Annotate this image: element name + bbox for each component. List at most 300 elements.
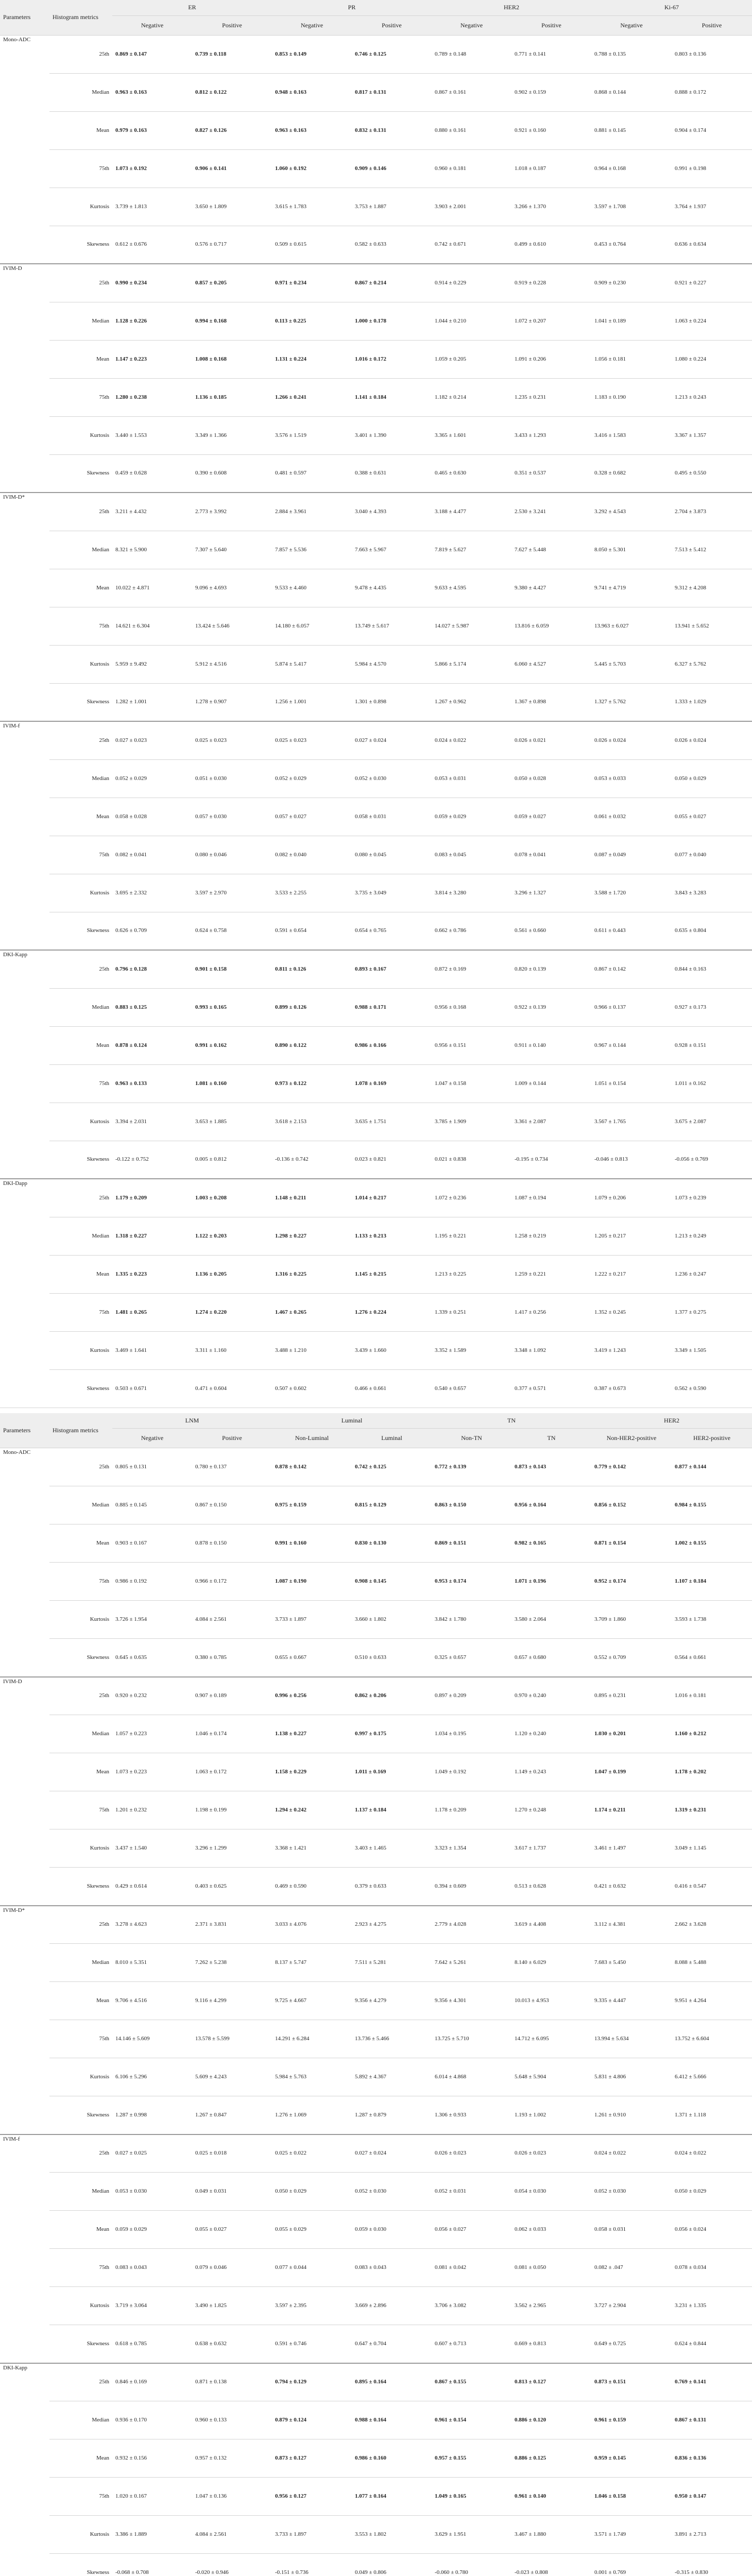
value-cell: 1.002 ± 0.155 (672, 1524, 752, 1563)
value-cell: 0.871 ± 0.154 (591, 1524, 672, 1563)
value-cell: 3.764 ± 1.937 (672, 188, 752, 226)
value-cell: 1.266 ± 0.241 (272, 378, 352, 416)
value-cell: 0.513 ± 0.628 (511, 1868, 591, 1906)
value-cell: 6.106 ± 5.296 (112, 2058, 192, 2096)
value-cell: 3.112 ± 4.381 (591, 1906, 672, 1944)
value-cell: 1.179 ± 0.209 (112, 1179, 192, 1217)
value-cell: 0.056 ± 0.027 (432, 2211, 511, 2249)
table-row (0, 2478, 752, 2516)
value-cell: 8.088 ± 5.488 (672, 1944, 752, 1982)
value-cell: 1.137 ± 0.184 (352, 1791, 432, 1829)
value-cell: 5.866 ± 5.174 (432, 645, 511, 683)
value-cell: 0.655 ± 0.667 (272, 1639, 352, 1677)
value-cell: 0.005 ± 0.812 (192, 1141, 272, 1179)
histogram-metric: 75th (49, 2020, 112, 2058)
value-cell: 0.027 ± 0.023 (112, 721, 192, 759)
table-row (0, 2249, 752, 2287)
table-row (0, 2363, 752, 2401)
value-cell: 3.533 ± 2.255 (272, 874, 352, 912)
value-cell: 1.049 ± 0.192 (432, 1753, 511, 1791)
value-cell: 3.403 ± 1.465 (352, 1829, 432, 1868)
value-cell: 0.803 ± 0.136 (672, 35, 752, 73)
value-cell: 0.053 ± 0.031 (432, 759, 511, 798)
value-cell: 0.403 ± 0.625 (192, 1868, 272, 1906)
value-cell: 0.078 ± 0.034 (672, 2249, 752, 2287)
value-cell: 0.080 ± 0.046 (192, 836, 272, 874)
value-cell: 1.267 ± 0.847 (192, 2096, 272, 2134)
value-cell: 0.612 ± 0.676 (112, 226, 192, 264)
table-row (0, 264, 752, 302)
value-cell: 0.991 ± 0.162 (192, 1026, 272, 1064)
histogram-metric: Skewness (49, 454, 112, 493)
histogram-metric: Skewness (49, 683, 112, 721)
value-cell: 0.649 ± 0.725 (591, 2325, 672, 2363)
value-cell: 13.994 ± 5.634 (591, 2020, 672, 2058)
value-cell: 0.966 ± 0.172 (192, 1563, 272, 1601)
header-histogram-metrics: Histogram metrics (49, 1413, 112, 1448)
header-histogram-metrics: Histogram metrics (49, 0, 112, 35)
value-cell: 0.050 ± 0.028 (511, 759, 591, 798)
value-cell: 2.884 ± 3.961 (272, 493, 352, 531)
table-row (0, 111, 752, 149)
value-cell: 0.077 ± 0.040 (672, 836, 752, 874)
histogram-metric: 25th (49, 493, 112, 531)
histogram-metric: Skewness (49, 2096, 112, 2134)
value-cell: 0.869 ± 0.151 (432, 1524, 511, 1563)
value-cell: 7.819 ± 5.627 (432, 531, 511, 569)
value-cell: 5.984 ± 4.570 (352, 645, 432, 683)
value-cell: 5.874 ± 5.417 (272, 645, 352, 683)
parameter-name: DKI-Kapp (0, 950, 49, 1179)
value-cell: 6.327 ± 5.762 (672, 645, 752, 683)
value-cell: 0.872 ± 0.169 (432, 950, 511, 988)
value-cell: 0.611 ± 0.443 (591, 912, 672, 950)
value-cell: 3.365 ± 1.601 (432, 416, 511, 454)
value-cell: 3.311 ± 1.160 (192, 1331, 272, 1369)
value-cell: 1.041 ± 0.189 (591, 302, 672, 340)
table-row (0, 493, 752, 531)
histogram-metric: Kurtosis (49, 188, 112, 226)
value-cell: 7.307 ± 5.640 (192, 531, 272, 569)
value-cell: 1.183 ± 0.190 (591, 378, 672, 416)
value-cell: 3.461 ± 1.497 (591, 1829, 672, 1868)
value-cell: 0.113 ± 0.225 (272, 302, 352, 340)
value-cell: 3.618 ± 2.153 (272, 1103, 352, 1141)
table-row (0, 1448, 752, 1486)
value-cell: 0.379 ± 0.633 (352, 1868, 432, 1906)
value-cell: 3.650 ± 1.809 (192, 188, 272, 226)
value-cell: 3.188 ± 4.477 (432, 493, 511, 531)
value-cell: 3.615 ± 1.783 (272, 188, 352, 226)
value-cell: 0.856 ± 0.152 (591, 1486, 672, 1524)
value-cell: 1.011 ± 0.162 (672, 1064, 752, 1103)
value-cell: 1.133 ± 0.213 (352, 1217, 432, 1255)
value-cell: 9.335 ± 4.447 (591, 1982, 672, 2020)
parameter-name: Mono-ADC (0, 35, 49, 264)
value-cell: 1.078 ± 0.169 (352, 1064, 432, 1103)
header-group: Luminal (272, 1413, 432, 1429)
value-cell: 1.316 ± 0.225 (272, 1255, 352, 1293)
value-cell: 1.160 ± 0.212 (672, 1715, 752, 1753)
value-cell: 14.712 ± 6.095 (511, 2020, 591, 2058)
value-cell: 8.321 ± 5.900 (112, 531, 192, 569)
value-cell: 1.280 ± 0.238 (112, 378, 192, 416)
value-cell: 3.597 ± 2.970 (192, 874, 272, 912)
value-cell: 0.025 ± 0.023 (192, 721, 272, 759)
histogram-metric: Skewness (49, 1639, 112, 1677)
histogram-metric: Median (49, 759, 112, 798)
value-cell: 10.013 ± 4.953 (511, 1982, 591, 2020)
histogram-metric: Median (49, 302, 112, 340)
value-cell: 0.966 ± 0.137 (591, 988, 672, 1026)
value-cell: 0.082 ± 0.040 (272, 836, 352, 874)
value-cell: 0.051 ± 0.030 (192, 759, 272, 798)
value-cell: 0.052 ± 0.030 (591, 2173, 672, 2211)
value-cell: 1.149 ± 0.243 (511, 1753, 591, 1791)
value-cell: 1.319 ± 0.231 (672, 1791, 752, 1829)
value-cell: 1.198 ± 0.199 (192, 1791, 272, 1829)
value-cell: 14.180 ± 6.057 (272, 607, 352, 645)
value-cell: 0.564 ± 0.661 (672, 1639, 752, 1677)
value-cell: 1.327 ± 5.762 (591, 683, 672, 721)
value-cell: 9.380 ± 4.427 (511, 569, 591, 607)
histogram-metric: 75th (49, 1791, 112, 1829)
value-cell: 2.662 ± 3.628 (672, 1906, 752, 1944)
value-cell: 1.294 ± 0.242 (272, 1791, 352, 1829)
value-cell: 0.867 ± 0.150 (192, 1486, 272, 1524)
value-cell: 2.779 ± 4.028 (432, 1906, 511, 1944)
histogram-metric: 75th (49, 1064, 112, 1103)
value-cell: 0.991 ± 0.160 (272, 1524, 352, 1563)
value-cell: 3.490 ± 1.825 (192, 2287, 272, 2325)
value-cell: 0.562 ± 0.590 (672, 1369, 752, 1408)
value-cell: 1.136 ± 0.185 (192, 378, 272, 416)
value-cell: 3.653 ± 1.885 (192, 1103, 272, 1141)
value-cell: 3.469 ± 1.641 (112, 1331, 192, 1369)
value-cell: 0.883 ± 0.125 (112, 988, 192, 1026)
value-cell: 0.050 ± 0.029 (672, 2173, 752, 2211)
value-cell: 0.657 ± 0.680 (511, 1639, 591, 1677)
value-cell: 7.683 ± 5.450 (591, 1944, 672, 1982)
value-cell: 1.141 ± 0.184 (352, 378, 432, 416)
value-cell: 0.867 ± 0.142 (591, 950, 672, 988)
histogram-metric: 25th (49, 35, 112, 73)
value-cell: 8.137 ± 5.747 (272, 1944, 352, 1982)
table-row (0, 607, 752, 645)
value-cell: 1.276 ± 1.069 (272, 2096, 352, 2134)
value-cell: 1.467 ± 0.265 (272, 1293, 352, 1331)
value-cell: -0.122 ± 0.752 (112, 1141, 192, 1179)
value-cell: -0.023 ± 0.808 (511, 2554, 591, 2576)
value-cell: 0.380 ± 0.785 (192, 1639, 272, 1677)
value-cell: 0.881 ± 0.145 (591, 111, 672, 149)
value-cell: 13.752 ± 6.604 (672, 2020, 752, 2058)
table-row (0, 950, 752, 988)
value-cell: 0.813 ± 0.127 (511, 2363, 591, 2401)
value-cell: 0.878 ± 0.142 (272, 1448, 352, 1486)
value-cell: 7.262 ± 5.238 (192, 1944, 272, 1982)
value-cell: 0.986 ± 0.192 (112, 1563, 192, 1601)
value-cell: 3.040 ± 4.393 (352, 493, 432, 531)
value-cell: 1.063 ± 0.172 (192, 1753, 272, 1791)
value-cell: 0.083 ± 0.043 (112, 2249, 192, 2287)
value-cell: 0.984 ± 0.155 (672, 1486, 752, 1524)
value-cell: 0.880 ± 0.161 (432, 111, 511, 149)
value-cell: 0.932 ± 0.156 (112, 2439, 192, 2478)
histogram-metric: 25th (49, 721, 112, 759)
value-cell: 0.669 ± 0.813 (511, 2325, 591, 2363)
value-cell: 3.323 ± 1.354 (432, 1829, 511, 1868)
value-cell: 0.416 ± 0.547 (672, 1868, 752, 1906)
histogram-metric: Median (49, 2401, 112, 2439)
value-cell: 3.361 ± 2.087 (511, 1103, 591, 1141)
value-cell: 0.024 ± 0.022 (432, 721, 511, 759)
value-cell: 0.973 ± 0.122 (272, 1064, 352, 1103)
value-cell: 0.862 ± 0.206 (352, 1677, 432, 1715)
value-cell: 0.079 ± 0.046 (192, 2249, 272, 2287)
header-subgroup: Luminal (352, 1429, 432, 1448)
table-row (0, 340, 752, 378)
value-cell: 2.773 ± 3.992 (192, 493, 272, 531)
value-cell: 1.205 ± 0.217 (591, 1217, 672, 1255)
value-cell: 0.638 ± 0.632 (192, 2325, 272, 2363)
value-cell: 0.988 ± 0.164 (352, 2401, 432, 2439)
histogram-metric: Median (49, 1715, 112, 1753)
value-cell: 0.055 ± 0.027 (192, 2211, 272, 2249)
value-cell: 0.867 ± 0.214 (352, 264, 432, 302)
value-cell: 0.058 ± 0.031 (591, 2211, 672, 2249)
value-cell: 0.878 ± 0.150 (192, 1524, 272, 1563)
value-cell: 0.027 ± 0.024 (352, 721, 432, 759)
value-cell: 0.867 ± 0.155 (432, 2363, 511, 2401)
table-row (0, 1715, 752, 1753)
value-cell: 0.908 ± 0.145 (352, 1563, 432, 1601)
value-cell: 0.351 ± 0.537 (511, 454, 591, 493)
value-cell: 3.669 ± 2.896 (352, 2287, 432, 2325)
value-cell: 0.844 ± 0.163 (672, 950, 752, 988)
value-cell: 1.120 ± 0.240 (511, 1715, 591, 1753)
value-cell: 1.122 ± 0.203 (192, 1217, 272, 1255)
value-cell: 1.091 ± 0.206 (511, 340, 591, 378)
table-row (0, 1255, 752, 1293)
value-cell: 0.890 ± 0.122 (272, 1026, 352, 1064)
value-cell: 7.513 ± 5.412 (672, 531, 752, 569)
value-cell: 0.963 ± 0.163 (272, 111, 352, 149)
histogram-metric: Mean (49, 2439, 112, 2478)
parameter-name: Mono-ADC (0, 1448, 49, 1677)
value-cell: 1.339 ± 0.251 (432, 1293, 511, 1331)
value-cell: 0.499 ± 0.610 (511, 226, 591, 264)
table-row (0, 378, 752, 416)
value-cell: 1.306 ± 0.933 (432, 2096, 511, 2134)
value-cell: 1.261 ± 0.910 (591, 2096, 672, 2134)
value-cell: 6.412 ± 5.666 (672, 2058, 752, 2096)
value-cell: 1.267 ± 0.962 (432, 683, 511, 721)
value-cell: 0.960 ± 0.133 (192, 2401, 272, 2439)
value-cell: 7.857 ± 5.536 (272, 531, 352, 569)
value-cell: 0.869 ± 0.147 (112, 35, 192, 73)
value-cell: 1.008 ± 0.168 (192, 340, 272, 378)
value-cell: 3.709 ± 1.860 (591, 1601, 672, 1639)
value-cell: 4.084 ± 2.561 (192, 1601, 272, 1639)
value-cell: 0.052 ± 0.031 (432, 2173, 511, 2211)
histogram-metric: Mean (49, 798, 112, 836)
value-cell: 1.051 ± 0.154 (591, 1064, 672, 1103)
value-cell: 7.642 ± 5.261 (432, 1944, 511, 1982)
value-cell: 0.026 ± 0.023 (511, 2134, 591, 2173)
histogram-metric: Mean (49, 1026, 112, 1064)
value-cell: 0.561 ± 0.660 (511, 912, 591, 950)
histogram-metric: Median (49, 988, 112, 1026)
value-cell: 0.055 ± 0.029 (272, 2211, 352, 2249)
table-row (0, 2134, 752, 2173)
value-cell: 0.746 ± 0.125 (352, 35, 432, 73)
value-cell: 0.469 ± 0.590 (272, 1868, 352, 1906)
value-cell: 0.059 ± 0.030 (352, 2211, 432, 2249)
value-cell: 0.055 ± 0.027 (672, 798, 752, 836)
value-cell: 1.182 ± 0.214 (432, 378, 511, 416)
value-cell: 9.706 ± 4.516 (112, 1982, 192, 2020)
value-cell: 0.996 ± 0.256 (272, 1677, 352, 1715)
table-row (0, 2439, 752, 2478)
value-cell: 0.325 ± 0.657 (432, 1639, 511, 1677)
value-cell: 3.891 ± 2.713 (672, 2516, 752, 2554)
table-row (0, 226, 752, 264)
value-cell: 0.495 ± 0.550 (672, 454, 752, 493)
histogram-metric: Skewness (49, 2325, 112, 2363)
value-cell: 8.010 ± 5.351 (112, 1944, 192, 1982)
value-cell: 3.619 ± 4.408 (511, 1906, 591, 1944)
value-cell: 3.593 ± 1.738 (672, 1601, 752, 1639)
header-group: PR (272, 0, 432, 15)
table-row (0, 988, 752, 1026)
value-cell: 0.886 ± 0.125 (511, 2439, 591, 2478)
histogram-metric: Median (49, 531, 112, 569)
value-cell: 0.873 ± 0.127 (272, 2439, 352, 2478)
value-cell: 13.941 ± 5.652 (672, 607, 752, 645)
value-cell: 7.511 ± 5.281 (352, 1944, 432, 1982)
histogram-metric: Kurtosis (49, 1331, 112, 1369)
value-cell: 0.994 ± 0.168 (192, 302, 272, 340)
value-cell: 2.704 ± 3.873 (672, 493, 752, 531)
histogram-metric: 25th (49, 1906, 112, 1944)
histogram-metric: Kurtosis (49, 1103, 112, 1141)
histogram-metric: Mean (49, 1982, 112, 2020)
value-cell: 0.909 ± 0.230 (591, 264, 672, 302)
value-cell: 0.970 ± 0.240 (511, 1677, 591, 1715)
histogram-metric: 25th (49, 950, 112, 988)
value-cell: 0.963 ± 0.163 (112, 73, 192, 111)
value-cell: 3.296 ± 1.299 (192, 1829, 272, 1868)
value-cell: 3.386 ± 1.889 (112, 2516, 192, 2554)
value-cell: 0.886 ± 0.120 (511, 2401, 591, 2439)
value-cell: -0.020 ± 0.946 (192, 2554, 272, 2576)
header-parameters: Parameters (0, 0, 49, 35)
histogram-metric: Kurtosis (49, 1829, 112, 1868)
value-cell: 9.312 ± 4.208 (672, 569, 752, 607)
value-cell: -0.060 ± 0.780 (432, 2554, 511, 2576)
value-cell: -0.151 ± 0.736 (272, 2554, 352, 2576)
value-cell: 3.571 ± 1.749 (591, 2516, 672, 2554)
value-cell: 13.725 ± 5.710 (432, 2020, 511, 2058)
value-cell: 0.909 ± 0.146 (352, 149, 432, 188)
parameter-name: IVIM-D (0, 264, 49, 493)
value-cell: 0.050 ± 0.029 (272, 2173, 352, 2211)
value-cell: 0.885 ± 0.145 (112, 1486, 192, 1524)
histogram-metric: Median (49, 1944, 112, 1982)
value-cell: 2.530 ± 3.241 (511, 493, 591, 531)
value-cell: 0.853 ± 0.149 (272, 35, 352, 73)
value-cell: 1.201 ± 0.232 (112, 1791, 192, 1829)
table-row (0, 759, 752, 798)
value-cell: 0.591 ± 0.746 (272, 2325, 352, 2363)
table-row (0, 2287, 752, 2325)
table-row (0, 912, 752, 950)
header-subgroup: HER2-positive (672, 1429, 752, 1448)
value-cell: 3.814 ± 3.280 (432, 874, 511, 912)
table-row (0, 2058, 752, 2096)
value-cell: 0.624 ± 0.758 (192, 912, 272, 950)
table-row (0, 874, 752, 912)
value-cell: 0.805 ± 0.131 (112, 1448, 192, 1486)
value-cell: 0.481 ± 0.597 (272, 454, 352, 493)
table-row (0, 1868, 752, 1906)
value-cell: 0.635 ± 0.804 (672, 912, 752, 950)
histogram-metric: Mean (49, 569, 112, 607)
value-cell: 0.001 ± 0.769 (591, 2554, 672, 2576)
value-cell: 5.648 ± 5.904 (511, 2058, 591, 2096)
value-cell: 1.278 ± 0.907 (192, 683, 272, 721)
value-cell: 1.060 ± 0.192 (272, 149, 352, 188)
value-cell: 0.971 ± 0.234 (272, 264, 352, 302)
value-cell: 3.733 ± 1.897 (272, 1601, 352, 1639)
value-cell: 1.073 ± 0.192 (112, 149, 192, 188)
value-cell: 9.116 ± 4.299 (192, 1982, 272, 2020)
value-cell: 0.052 ± 0.030 (352, 759, 432, 798)
header-subgroup: Negative (272, 15, 352, 35)
subtype-status-table (0, 1413, 752, 2576)
value-cell: 0.920 ± 0.232 (112, 1677, 192, 1715)
value-cell: 6.014 ± 4.868 (432, 2058, 511, 2096)
value-cell: 0.961 ± 0.140 (511, 2478, 591, 2516)
value-cell: 3.843 ± 3.283 (672, 874, 752, 912)
value-cell: 1.270 ± 0.248 (511, 1791, 591, 1829)
header-group: LNM (112, 1413, 272, 1429)
value-cell: 5.445 ± 5.703 (591, 645, 672, 683)
value-cell: 0.026 ± 0.021 (511, 721, 591, 759)
value-cell: 1.073 ± 0.239 (672, 1179, 752, 1217)
value-cell: 1.128 ± 0.226 (112, 302, 192, 340)
value-cell: 0.059 ± 0.027 (511, 798, 591, 836)
value-cell: 0.377 ± 0.571 (511, 1369, 591, 1408)
value-cell: 0.867 ± 0.131 (672, 2401, 752, 2439)
value-cell: 0.868 ± 0.144 (591, 73, 672, 111)
table-row (0, 1601, 752, 1639)
value-cell: 1.236 ± 0.247 (672, 1255, 752, 1293)
value-cell: 0.024 ± 0.022 (591, 2134, 672, 2173)
value-cell: 1.195 ± 0.221 (432, 1217, 511, 1255)
value-cell: 0.961 ± 0.159 (591, 2401, 672, 2439)
value-cell: 3.292 ± 4.543 (591, 493, 672, 531)
value-cell: 0.056 ± 0.024 (672, 2211, 752, 2249)
value-cell: 0.811 ± 0.126 (272, 950, 352, 988)
value-cell: 0.878 ± 0.124 (112, 1026, 192, 1064)
value-cell: 1.016 ± 0.172 (352, 340, 432, 378)
value-cell: 1.087 ± 0.190 (272, 1563, 352, 1601)
value-cell: 3.296 ± 1.327 (511, 874, 591, 912)
value-cell: 3.695 ± 2.332 (112, 874, 192, 912)
value-cell: 0.645 ± 0.635 (112, 1639, 192, 1677)
